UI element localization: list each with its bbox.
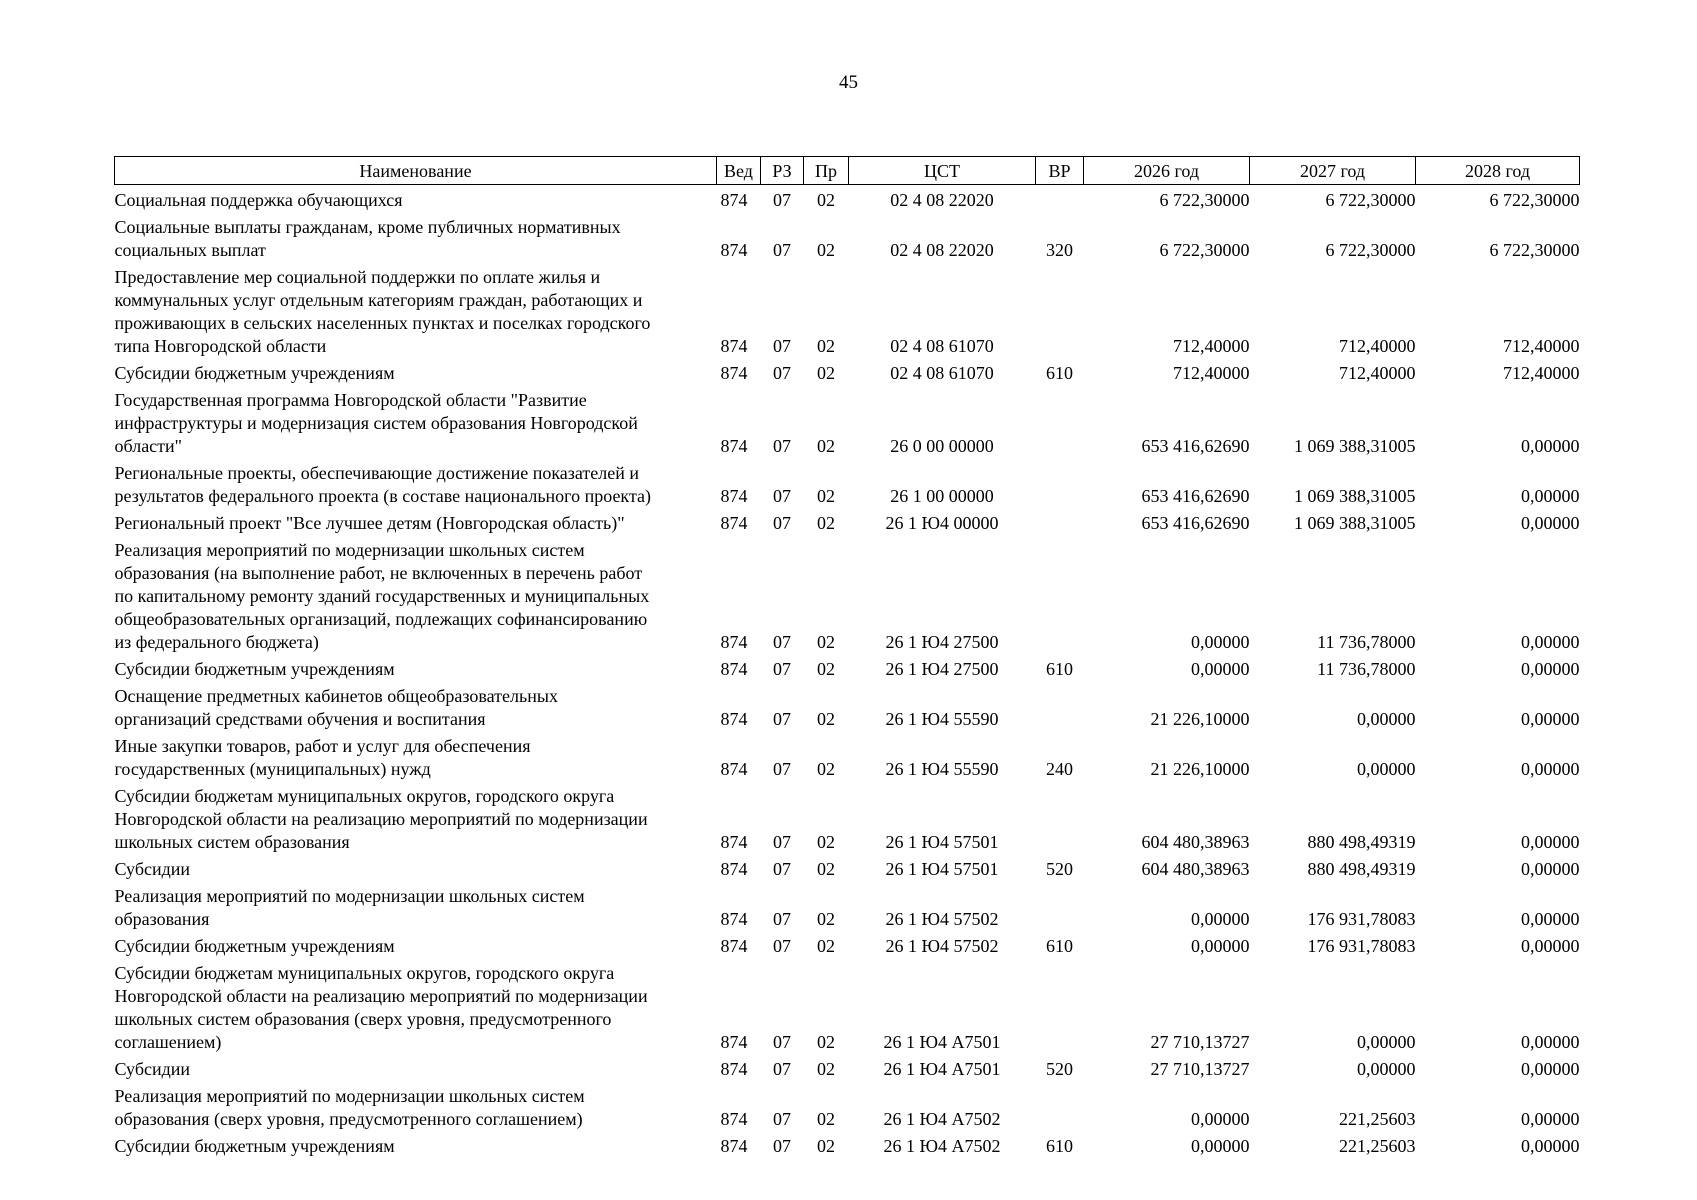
cell-pr: 02 — [817, 1032, 835, 1052]
cell-name-line: Реализация мероприятий по модернизации школьных систем — [114, 1086, 585, 1106]
cell-pr: 02 — [817, 240, 835, 260]
cell-ved: 874 — [720, 859, 748, 879]
cell-pr: 02 — [817, 859, 835, 879]
cell-name-line: Субсидии бюджетным учреждениям — [114, 659, 395, 679]
header-pr: Пр — [804, 157, 849, 185]
table-row — [115, 508, 1580, 535]
cell-name-line: образования (сверх уровня, предусмотренного соглашением) — [114, 1109, 583, 1129]
cell-ved: 874 — [720, 759, 748, 779]
cell-2027: 1 069 388,31005 — [1294, 513, 1416, 533]
cell-rz: 07 — [773, 1109, 791, 1129]
cell-name-line: Новгородской области на реализацию мероприятий по модернизации — [114, 986, 648, 1006]
cell-name-line: по капитальному ремонту зданий государственных и муниципальных — [114, 586, 650, 606]
cell-name-line: области" — [114, 436, 183, 456]
cell-name — [115, 535, 717, 654]
cell-rz: 07 — [773, 659, 791, 679]
cell-cst: 26 1 Ю4 27500 — [885, 632, 999, 652]
cell-name-line: социальных выплат — [114, 240, 266, 260]
cell-ved: 874 — [720, 1032, 748, 1052]
cell-cst: 02 4 08 22020 — [890, 240, 994, 260]
cell-name-line: соглашением) — [114, 1032, 222, 1052]
cell-rz: 07 — [773, 632, 791, 652]
table-row — [115, 881, 1580, 931]
cell-cst: 26 1 Ю4 27500 — [885, 659, 999, 679]
header-rz: РЗ — [761, 157, 804, 185]
cell-name — [115, 508, 717, 535]
cell-2026: 27 710,13727 — [1150, 1032, 1250, 1052]
cell-name-line: Региональный проект "Все лучшее детям (Новгородская область)" — [114, 513, 625, 533]
cell-ved: 874 — [720, 436, 748, 456]
cell-ved: 874 — [720, 1109, 748, 1129]
cell-2026: 6 722,30000 — [1159, 240, 1250, 260]
cell-rz: 07 — [773, 363, 791, 383]
cell-pr: 02 — [817, 363, 835, 383]
cell-name-line: из федерального бюджета) — [114, 632, 319, 652]
cell-ved: 874 — [720, 1059, 748, 1079]
cell-vr — [1036, 1081, 1084, 1131]
cell-cst: 26 1 Ю4 А7502 — [883, 1109, 1001, 1129]
cell-vr — [1036, 881, 1084, 931]
table-row — [115, 358, 1580, 385]
cell-2028: 0,00000 — [1521, 513, 1580, 533]
cell-name — [115, 458, 717, 508]
cell-pr: 02 — [817, 659, 835, 679]
cell-2026: 0,00000 — [1191, 632, 1250, 652]
cell-name-line: Субсидии бюджетам муниципальных округов, городского округа — [114, 963, 615, 983]
cell-name — [115, 931, 717, 958]
cell-pr: 02 — [817, 513, 835, 533]
cell-2028: 0,00000 — [1521, 1136, 1580, 1156]
cell-pr: 02 — [817, 336, 835, 356]
cell-vr — [1036, 681, 1084, 731]
cell-rz: 07 — [773, 709, 791, 729]
cell-2028: 0,00000 — [1521, 632, 1580, 652]
table-row — [115, 854, 1580, 881]
cell-ved: 874 — [720, 513, 748, 533]
cell-2027: 880 498,49319 — [1307, 859, 1416, 879]
cell-name-line: типа Новгородской области — [114, 336, 327, 356]
table-row — [115, 731, 1580, 781]
cell-vr — [1036, 781, 1084, 854]
cell-name — [115, 1081, 717, 1131]
cell-name-line: Социальная поддержка обучающихся — [114, 190, 403, 210]
cell-cst: 02 4 08 61070 — [890, 336, 994, 356]
cell-2026: 604 480,38963 — [1141, 832, 1250, 852]
cell-vr: 610 — [1046, 1136, 1073, 1156]
cell-2026: 0,00000 — [1191, 659, 1250, 679]
cell-cst: 26 1 Ю4 55590 — [885, 709, 999, 729]
cell-2028: 6 722,30000 — [1489, 240, 1580, 260]
cell-cst: 26 0 00 00000 — [890, 436, 994, 456]
cell-2027: 221,25603 — [1339, 1136, 1416, 1156]
table-row — [115, 681, 1580, 731]
cell-2027: 0,00000 — [1357, 1059, 1416, 1079]
cell-name — [115, 781, 717, 854]
cell-name-line: Реализация мероприятий по модернизации школьных систем — [114, 886, 585, 906]
table-row — [115, 1081, 1580, 1131]
budget-table — [114, 156, 1580, 1158]
cell-ved: 874 — [720, 240, 748, 260]
cell-2027: 221,25603 — [1339, 1109, 1416, 1129]
cell-cst: 26 1 Ю4 А7501 — [883, 1032, 1001, 1052]
cell-ved: 874 — [720, 632, 748, 652]
cell-2027: 0,00000 — [1357, 759, 1416, 779]
cell-name — [115, 1131, 717, 1158]
cell-name-line: Государственная программа Новгородской области "Развитие — [114, 390, 587, 410]
cell-name-line: Субсидии бюджетным учреждениям — [114, 936, 395, 956]
cell-cst: 26 1 Ю4 55590 — [885, 759, 999, 779]
cell-vr: 320 — [1046, 240, 1073, 260]
cell-name-line: Субсидии — [114, 1059, 191, 1079]
cell-2026: 21 226,10000 — [1150, 759, 1250, 779]
cell-2027: 880 498,49319 — [1307, 832, 1416, 852]
cell-cst: 26 1 Ю4 А7502 — [883, 1136, 1001, 1156]
cell-ved: 874 — [720, 832, 748, 852]
cell-name — [115, 854, 717, 881]
cell-2027: 0,00000 — [1357, 709, 1416, 729]
header-ved: Вед — [717, 157, 761, 185]
header-name: Наименование — [115, 157, 717, 185]
cell-name-line: Субсидии бюджетным учреждениям — [114, 1136, 395, 1156]
cell-2026: 653 416,62690 — [1141, 513, 1250, 533]
table-row — [115, 212, 1580, 262]
cell-2028: 0,00000 — [1521, 486, 1580, 506]
cell-2027: 6 722,30000 — [1325, 190, 1416, 210]
cell-vr — [1036, 508, 1084, 535]
cell-vr — [1036, 958, 1084, 1054]
cell-name-line: общеобразовательных организаций, подлежащих софинансированию — [114, 609, 648, 629]
cell-2026: 6 722,30000 — [1159, 190, 1250, 210]
cell-cst: 26 1 Ю4 57502 — [885, 909, 999, 929]
cell-name-line: проживающих в сельских населенных пунктах и поселках городского — [114, 313, 651, 333]
table-header-row — [115, 157, 1580, 185]
cell-cst: 26 1 Ю4 57502 — [885, 936, 999, 956]
cell-ved: 874 — [720, 363, 748, 383]
cell-rz: 07 — [773, 513, 791, 533]
cell-pr: 02 — [817, 632, 835, 652]
cell-name — [115, 654, 717, 681]
cell-pr: 02 — [817, 832, 835, 852]
cell-2026: 27 710,13727 — [1150, 1059, 1250, 1079]
cell-name-line: школьных систем образования — [114, 832, 350, 852]
table-row — [115, 385, 1580, 458]
cell-pr: 02 — [817, 909, 835, 929]
cell-rz: 07 — [773, 240, 791, 260]
cell-name — [115, 262, 717, 358]
cell-cst: 26 1 Ю4 00000 — [885, 513, 999, 533]
cell-name-line: школьных систем образования (сверх уровня, предусмотренного — [114, 1009, 612, 1029]
table-row — [115, 931, 1580, 958]
cell-pr: 02 — [817, 1136, 835, 1156]
cell-2028: 0,00000 — [1521, 1109, 1580, 1129]
page-number: 45 — [839, 72, 858, 93]
header-cst: ЦСТ — [849, 157, 1036, 185]
cell-2027: 0,00000 — [1357, 1032, 1416, 1052]
cell-2028: 0,00000 — [1521, 759, 1580, 779]
cell-ved: 874 — [720, 336, 748, 356]
cell-pr: 02 — [817, 709, 835, 729]
cell-vr: 240 — [1046, 759, 1073, 779]
cell-cst: 26 1 Ю4 А7501 — [883, 1059, 1001, 1079]
cell-pr: 02 — [817, 190, 835, 210]
header-2028: 2028 год — [1416, 157, 1580, 185]
cell-2027: 1 069 388,31005 — [1294, 436, 1416, 456]
table-row — [115, 781, 1580, 854]
cell-vr: 520 — [1046, 1059, 1073, 1079]
cell-name-line: результатов федерального проекта (в составе национального проекта) — [114, 486, 652, 506]
cell-rz: 07 — [773, 1032, 791, 1052]
cell-vr — [1036, 458, 1084, 508]
cell-name — [115, 385, 717, 458]
cell-2026: 0,00000 — [1191, 909, 1250, 929]
cell-2026: 653 416,62690 — [1141, 486, 1250, 506]
cell-rz: 07 — [773, 486, 791, 506]
cell-name-line: государственных (муниципальных) нужд — [114, 759, 431, 779]
cell-pr: 02 — [817, 1059, 835, 1079]
cell-2028: 0,00000 — [1521, 1032, 1580, 1052]
cell-2026: 0,00000 — [1191, 936, 1250, 956]
table-row — [115, 262, 1580, 358]
cell-rz: 07 — [773, 759, 791, 779]
cell-cst: 26 1 00 00000 — [890, 486, 994, 506]
cell-rz: 07 — [773, 336, 791, 356]
cell-2026: 0,00000 — [1191, 1136, 1250, 1156]
header-2027: 2027 год — [1250, 157, 1416, 185]
cell-2026: 604 480,38963 — [1141, 859, 1250, 879]
cell-rz: 07 — [773, 936, 791, 956]
cell-name-line: Региональные проекты, обеспечивающие достижение показателей и — [114, 463, 640, 483]
cell-name — [115, 185, 717, 213]
table-row — [115, 185, 1580, 213]
cell-vr — [1036, 262, 1084, 358]
cell-name-line: образования (на выполнение работ, не включенных в перечень работ — [114, 563, 643, 583]
cell-name-line: Предоставление мер социальной поддержки по оплате жилья и — [114, 267, 601, 287]
cell-2028: 0,00000 — [1521, 936, 1580, 956]
cell-pr: 02 — [817, 436, 835, 456]
header-vr: ВР — [1036, 157, 1084, 185]
cell-name-line: инфраструктуры и модернизация систем образования Новгородской — [114, 413, 638, 433]
cell-vr: 610 — [1046, 363, 1073, 383]
cell-2028: 0,00000 — [1521, 436, 1580, 456]
cell-2028: 0,00000 — [1521, 1059, 1580, 1079]
cell-rz: 07 — [773, 832, 791, 852]
cell-2028: 712,40000 — [1503, 363, 1580, 383]
table-row — [115, 1054, 1580, 1081]
cell-name-line: Субсидии бюджетам муниципальных округов, городского округа — [114, 786, 615, 806]
cell-2027: 176 931,78083 — [1307, 936, 1416, 956]
cell-name-line: Реализация мероприятий по модернизации школьных систем — [114, 540, 585, 560]
cell-2027: 11 736,78000 — [1317, 659, 1416, 679]
cell-rz: 07 — [773, 190, 791, 210]
cell-name-line: Иные закупки товаров, работ и услуг для обеспечения — [114, 736, 531, 756]
cell-rz: 07 — [773, 909, 791, 929]
cell-2028: 0,00000 — [1521, 659, 1580, 679]
cell-cst: 26 1 Ю4 57501 — [885, 832, 999, 852]
table-row — [115, 1131, 1580, 1158]
cell-ved: 874 — [720, 909, 748, 929]
cell-2027: 1 069 388,31005 — [1294, 486, 1416, 506]
cell-name-line: организаций средствами обучения и воспитания — [114, 709, 486, 729]
cell-2028: 0,00000 — [1521, 859, 1580, 879]
cell-2027: 712,40000 — [1339, 363, 1416, 383]
cell-name-line: образования — [114, 909, 210, 929]
cell-name — [115, 1054, 717, 1081]
cell-cst: 26 1 Ю4 57501 — [885, 859, 999, 879]
table-row — [115, 535, 1580, 654]
cell-name — [115, 731, 717, 781]
cell-2027: 11 736,78000 — [1317, 632, 1416, 652]
cell-vr: 520 — [1046, 859, 1073, 879]
cell-name-line: Оснащение предметных кабинетов общеобразовательных — [114, 686, 558, 706]
cell-name-line: коммунальных услуг отдельным категориям граждан, работающих и — [114, 290, 643, 310]
cell-vr — [1036, 185, 1084, 213]
cell-2028: 0,00000 — [1521, 709, 1580, 729]
cell-name-line: Субсидии бюджетным учреждениям — [114, 363, 395, 383]
cell-name — [115, 212, 717, 262]
cell-ved: 874 — [720, 709, 748, 729]
cell-vr — [1036, 385, 1084, 458]
cell-2028: 712,40000 — [1503, 336, 1580, 356]
cell-pr: 02 — [817, 1109, 835, 1129]
cell-name — [115, 881, 717, 931]
cell-2027: 6 722,30000 — [1325, 240, 1416, 260]
cell-rz: 07 — [773, 436, 791, 456]
cell-ved: 874 — [720, 936, 748, 956]
cell-name-line: Субсидии — [114, 859, 191, 879]
cell-vr — [1036, 535, 1084, 654]
cell-2027: 176 931,78083 — [1307, 909, 1416, 929]
cell-pr: 02 — [817, 486, 835, 506]
cell-cst: 02 4 08 22020 — [890, 190, 994, 210]
cell-2028: 0,00000 — [1521, 832, 1580, 852]
cell-name-line: Новгородской области на реализацию мероприятий по модернизации — [114, 809, 648, 829]
cell-cst: 02 4 08 61070 — [890, 363, 994, 383]
cell-pr: 02 — [817, 936, 835, 956]
cell-vr: 610 — [1046, 936, 1073, 956]
cell-rz: 07 — [773, 1136, 791, 1156]
cell-rz: 07 — [773, 1059, 791, 1079]
table-body — [115, 185, 1580, 1159]
cell-ved: 874 — [720, 659, 748, 679]
cell-2028: 0,00000 — [1521, 909, 1580, 929]
cell-2028: 6 722,30000 — [1489, 190, 1580, 210]
cell-name — [115, 358, 717, 385]
cell-2026: 653 416,62690 — [1141, 436, 1250, 456]
cell-2027: 712,40000 — [1339, 336, 1416, 356]
header-2026: 2026 год — [1084, 157, 1250, 185]
cell-rz: 07 — [773, 859, 791, 879]
cell-ved: 874 — [720, 190, 748, 210]
cell-2026: 21 226,10000 — [1150, 709, 1250, 729]
cell-ved: 874 — [720, 1136, 748, 1156]
cell-2026: 712,40000 — [1173, 363, 1250, 383]
cell-ved: 874 — [720, 486, 748, 506]
cell-2026: 0,00000 — [1191, 1109, 1250, 1129]
table-row — [115, 458, 1580, 508]
cell-name — [115, 681, 717, 731]
table-row — [115, 958, 1580, 1054]
cell-name — [115, 958, 717, 1054]
cell-pr: 02 — [817, 759, 835, 779]
cell-name-line: Социальные выплаты гражданам, кроме публичных нормативных — [114, 217, 621, 237]
cell-2026: 712,40000 — [1173, 336, 1250, 356]
cell-vr: 610 — [1046, 659, 1073, 679]
table-row — [115, 654, 1580, 681]
